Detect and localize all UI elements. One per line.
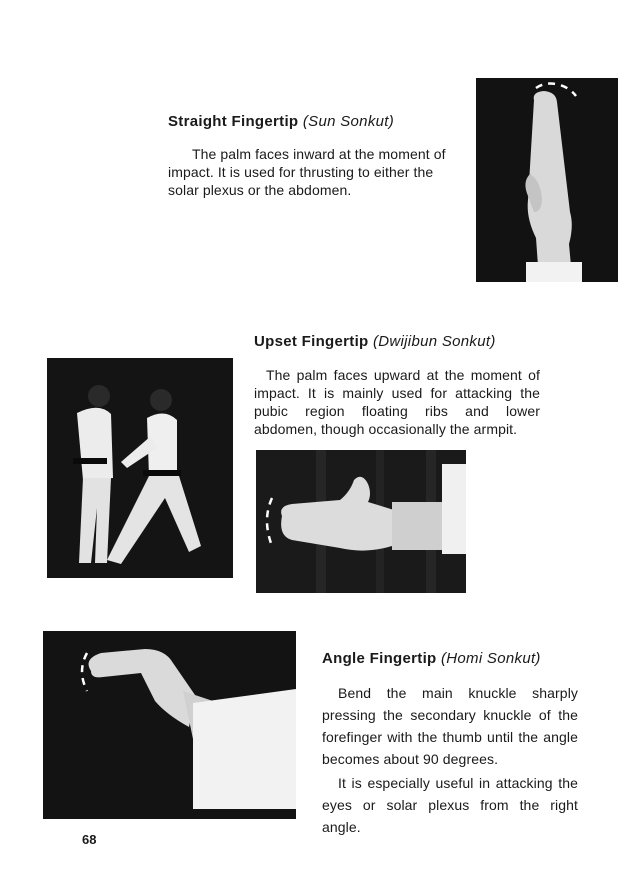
page-number: 68 [82,832,97,847]
practitioners-photo [47,358,233,578]
angle-fingertip-title: Angle Fingertip [322,650,437,667]
straight-fingertip-romanized: (Sun Sonkut) [302,113,395,130]
sleeve-shape [193,689,296,809]
left-figure-head [88,385,110,407]
upset-fingertip-photo [256,450,466,593]
left-figure-belt [73,458,107,464]
left-figure-jacket [77,408,113,480]
straight-fingertip-description [168,145,460,199]
angle-fingertip-heading [322,650,541,667]
upset-fingertip-description [254,366,540,438]
straight-fingertip-heading [168,113,394,130]
sleeve-shape [442,464,466,554]
right-figure-head [150,389,172,411]
angle-fingertip-photo [43,631,296,819]
straight-fingertip-title: Straight Fingertip [168,113,299,130]
wrist-shape [392,502,444,550]
angle-fingertip-romanized: (Homi Sonkut) [440,650,541,667]
upset-fingertip-paragraph: The palm faces upward at the moment of impact. It is mainly used for attacking the pubic region floating ribs and lower abdomen, though occasionally the armpit. [254,367,540,437]
upset-fingertip-heading [254,333,496,350]
sleeve-cuff [526,262,582,282]
angle-fingertip-paragraph-1: Bend the main knuckle sharply pressing the secondary knuckle of the forefinger with the thumb until the angle becomes about 90 degrees. [322,685,578,767]
upset-fingertip-romanized: (Dwijibun Sonkut) [372,333,496,350]
right-figure-belt [143,470,181,476]
straight-fingertip-paragraph: The palm faces inward at the moment of impact. It is used for thrusting to either the solar plexus or the abdomen. [168,146,446,198]
upset-fingertip-title: Upset Fingertip [254,333,369,350]
straight-fingertip-photo [476,78,618,282]
angle-fingertip-paragraph-2: It is especially useful in attacking the eyes or solar plexus from the right angle. [322,775,578,835]
angle-fingertip-description [322,682,578,838]
